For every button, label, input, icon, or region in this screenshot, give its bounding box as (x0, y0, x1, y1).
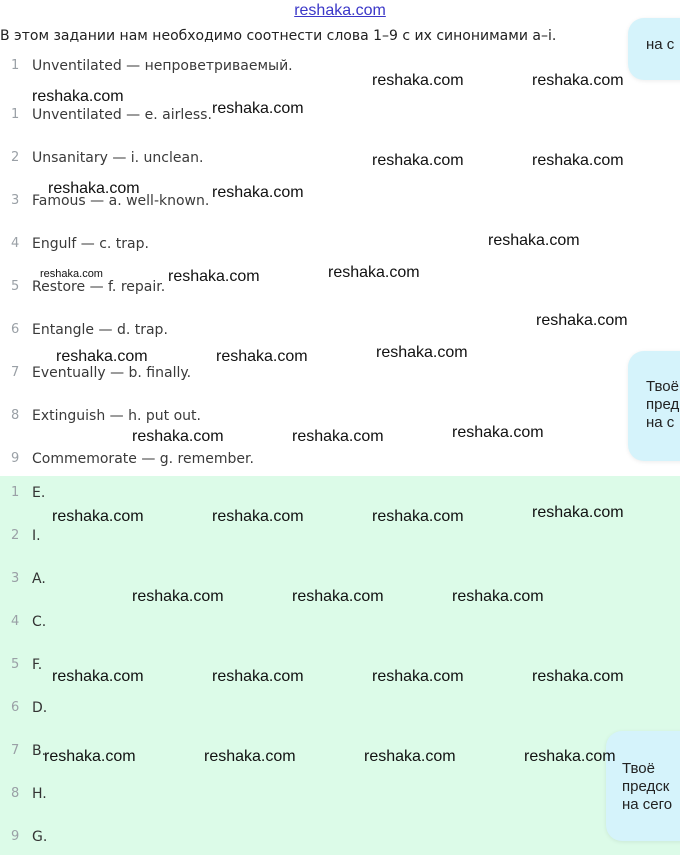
promo-bubble[interactable] (628, 18, 680, 80)
promo-bubble-line: пред (646, 396, 680, 413)
watermark-text: reshaka.com (372, 668, 464, 685)
item-text: Entangle — d. trap. (32, 322, 168, 338)
item-number: 3 (11, 193, 20, 208)
answer-number: 5 (11, 657, 20, 672)
watermark-text: reshaka.com (372, 508, 464, 525)
watermark-text: reshaka.com (52, 668, 144, 685)
answer-number: 8 (11, 786, 20, 801)
item-number: 9 (11, 451, 20, 466)
watermark-text: reshaka.com (212, 100, 304, 117)
answer-text: A. (32, 571, 46, 587)
watermark-text: reshaka.com (56, 348, 148, 365)
item-number: 2 (11, 150, 20, 165)
watermark-text: reshaka.com (132, 428, 224, 445)
watermark-text: reshaka.com (216, 348, 308, 365)
item-number: 1 (11, 58, 20, 73)
item-text: Restore — f. repair. (32, 279, 166, 295)
watermark-text: reshaka.com (132, 588, 224, 605)
answer-text: B. (32, 743, 47, 759)
item-number: 5 (11, 279, 20, 294)
watermark-text: reshaka.com (488, 232, 580, 249)
answer-number: 3 (11, 571, 20, 586)
promo-bubble-line: предск (622, 778, 670, 795)
watermark-text: reshaka.com (212, 668, 304, 685)
watermark-text: reshaka.com (212, 184, 304, 201)
watermark-text: reshaka.com (524, 748, 616, 765)
watermark-text: reshaka.com (532, 152, 624, 169)
promo-bubble-line: Твоё (646, 378, 679, 395)
watermark-text: reshaka.com (532, 504, 624, 521)
promo-bubble[interactable] (628, 351, 680, 461)
site-header (0, 0, 680, 26)
answer-text: H. (32, 786, 47, 802)
promo-bubble-line: на с (646, 414, 675, 431)
answer-number: 9 (11, 829, 20, 844)
item-number: 1 (11, 107, 20, 122)
item-number: 4 (11, 236, 20, 251)
watermark-text: reshaka.com (452, 424, 544, 441)
answer-number: 4 (11, 614, 20, 629)
answer-text: I. (32, 528, 41, 544)
promo-bubble-line: на с (646, 36, 675, 53)
answer-text: E. (32, 485, 46, 501)
answer-number: 6 (11, 700, 20, 715)
answer-number: 2 (11, 528, 20, 543)
answer-text: C. (32, 614, 47, 630)
answer-text: F. (32, 657, 43, 673)
answers-panel (0, 476, 680, 855)
watermark-text: reshaka.com (44, 748, 136, 765)
answer-text: D. (32, 700, 48, 716)
promo-bubble-line: Твоё (622, 760, 655, 777)
watermark-text: reshaka.com (292, 428, 384, 445)
watermark-text: reshaka.com (328, 264, 420, 281)
watermark-text: reshaka.com (532, 668, 624, 685)
watermark-text: reshaka.com (452, 588, 544, 605)
watermark-text: reshaka.com (52, 508, 144, 525)
watermark-text: reshaka.com (168, 268, 260, 285)
promo-bubble-line: на сего (622, 796, 673, 813)
promo-bubble[interactable] (606, 731, 680, 841)
watermark-text: reshaka.com (32, 88, 124, 105)
watermark-text: reshaka.com (372, 72, 464, 89)
item-text: Famous — a. well-known. (32, 193, 210, 209)
item-text: Commemorate — g. remember. (32, 451, 254, 467)
watermark-text: reshaka.com (212, 508, 304, 525)
watermark-text: reshaka.com (40, 268, 103, 280)
item-number: 8 (11, 408, 20, 423)
item-text: Unventilated — непроветриваемый. (32, 58, 293, 74)
watermark-text: reshaka.com (204, 748, 296, 765)
instruction-text: В этом задании нам необходимо соотнести слова 1–9 с их синонимами a–i. (0, 28, 557, 44)
item-text: Eventually — b. finally. (32, 365, 192, 381)
item-text: Unventilated — e. airless. (32, 107, 212, 123)
answer-number: 7 (11, 743, 20, 758)
watermark-text: reshaka.com (292, 588, 384, 605)
watermark-text: reshaka.com (536, 312, 628, 329)
watermark-text: reshaka.com (372, 152, 464, 169)
watermark-text: reshaka.com (48, 180, 140, 197)
item-number: 7 (11, 365, 20, 380)
item-text: Extinguish — h. put out. (32, 408, 201, 424)
answer-number: 1 (11, 485, 20, 500)
watermark-text: reshaka.com (364, 748, 456, 765)
site-link[interactable]: reshaka.com (294, 2, 386, 19)
item-text: Unsanitary — i. unclean. (32, 150, 204, 166)
item-text: Engulf — c. trap. (32, 236, 149, 252)
watermark-text: reshaka.com (376, 344, 468, 361)
watermark-text: reshaka.com (532, 72, 624, 89)
answer-text: G. (32, 829, 48, 845)
item-number: 6 (11, 322, 20, 337)
